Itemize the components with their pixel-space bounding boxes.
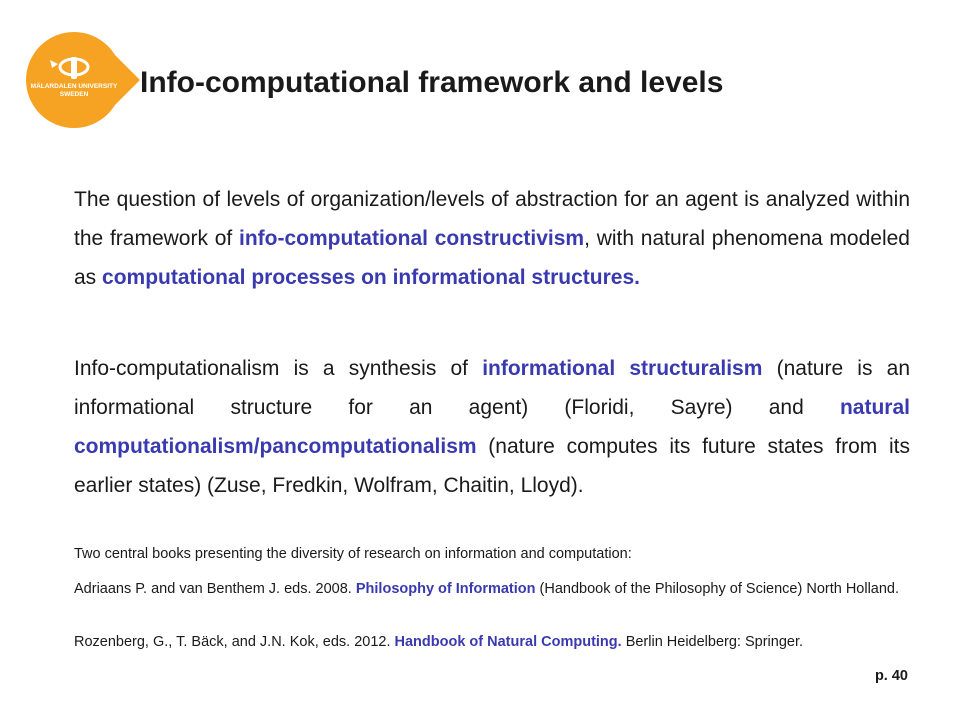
highlight-info-computational-constructivism: info-computational constructivism [238,227,585,250]
highlight-informational-structuralism: informational structuralism [482,357,763,380]
paragraph1-text: , with natural phenomena modeled as [74,227,910,289]
reference-1-text: Adriaans P. and van Benthem J. eds. 2008. [74,581,356,597]
university-logo [22,30,147,130]
paragraph2-text: (nature computes its future states from its earlier states) (Zuse, Fredkin, Wolfram, Chaitin, Lloyd). [74,435,910,497]
paragraph1-text: The question of levels of organization/levels of abstraction for an agent is analyzed within the framework of [74,188,910,250]
reference-1-book-title: Philosophy of Information [355,581,536,597]
slide-title: Info-computational framework and levels [140,66,724,99]
paragraph2-text: Info-computationalism is a synthesis of [74,357,483,380]
reference-1-text: (Handbook of the Philosophy of Science) North Holland. [535,581,900,597]
references-intro: Two central books presenting the diversity of research on information and computation: [74,546,632,562]
reference-2 [74,634,914,651]
reference-2-text: Berlin Heidelberg: Springer. [621,634,804,650]
highlight-computational-processes: computational processes on informational structures. [102,266,640,289]
paragraph-info-computationalism [74,349,910,505]
logo-text-line1: MÄLARDALEN UNIVERSITY [30,83,118,90]
page-number: p. 40 [874,668,908,684]
highlight-natural-computationalism: natural computationalism/pancomputationalism [74,396,910,458]
reference-1 [74,581,914,598]
paragraph2-text: (nature is an informational structure for an agent) (Floridi, Sayre) and [74,357,910,419]
paragraph-constructivism [74,180,910,297]
reference-2-book-title: Handbook of Natural Computing. [394,634,622,650]
logo-text-line2: SWEDEN [59,91,89,98]
reference-2-text: Rozenberg, G., T. Bäck, and J.N. Kok, eds. 2012. [74,634,395,650]
